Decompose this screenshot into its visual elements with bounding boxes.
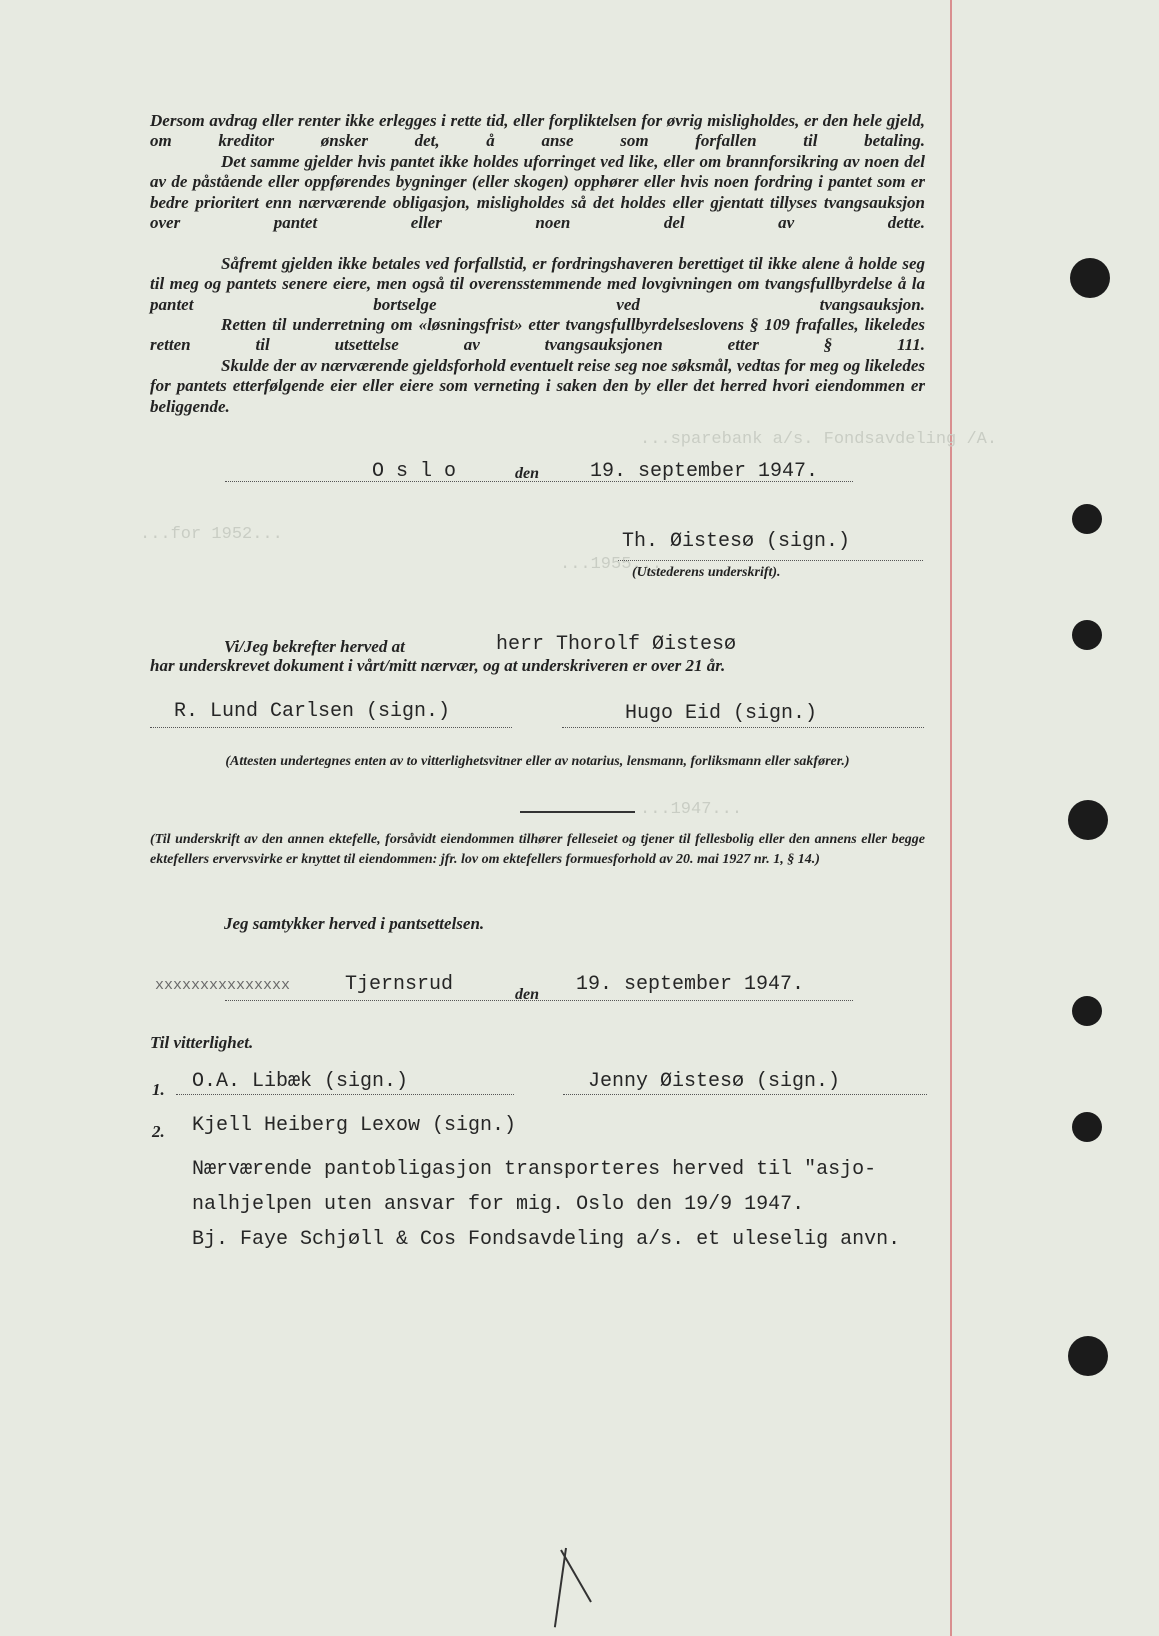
- issuer-signature: Th. Øistesø (sign.): [622, 530, 851, 553]
- dotted-line: [562, 727, 924, 728]
- attest-note: (Attesten undertegnes enten av to vitterlighetsvitner eller av notarius, lensmann, forliksmann eller sakfører.): [225, 754, 850, 769]
- spouse-witness-2: Kjell Heiberg Lexow (sign.): [192, 1114, 517, 1137]
- issue-date: 19. september 1947.: [590, 460, 819, 483]
- punch-hole: [1070, 258, 1110, 298]
- witness-prefix: Vi/Jeg bekrefter herved at: [224, 637, 405, 656]
- punch-hole: [1072, 1112, 1102, 1142]
- clause-maturity: Såfremt gjelden ikke betales ved forfallstid, er fordringshaveren berettiget til ikke alene å holde seg til meg og pantets senere eiere, men også til overensstemmende med lovgivningen om tvangsfullbyrdelse å la pantet bortselge ved tvangsauksjon.: [150, 254, 925, 314]
- issue-place: O s l o: [372, 460, 457, 483]
- pen-mark: [520, 811, 635, 813]
- witness-signature-1: R. Lund Carlsen (sign.): [174, 700, 451, 723]
- dotted-line: [225, 1000, 853, 1001]
- spouse-consent: Jeg samtykker herved i pantsettelsen.: [224, 914, 485, 933]
- spouse-place: Tjernsrud: [345, 973, 454, 996]
- clause-notice: Retten til underretning om «løsningsfrist» etter tvangsfullbyrdelseslovens § 109 frafalles, likeledes retten til utsettelse av tvangsauksjonen etter § 111.: [150, 315, 925, 355]
- clause-venue: Skulde der av nærværende gjeldsforhold eventuelt reise seg noe søksmål, vedtas for meg og likeledes for pantets etterfølgende eier eller eiere som verneting i saken den by eller det herred hvori eiendommen er beliggende.: [150, 356, 925, 416]
- transfer-line-3: Bj. Faye Schjøll & Cos Fondsavdeling a/s. et uleselig anvn.: [192, 1228, 901, 1251]
- witness-signature-2: Hugo Eid (sign.): [625, 702, 818, 725]
- bleed-through-line: ...sparebank a/s. Fondsavdeling /A.: [640, 430, 998, 449]
- bleed-through-line: ...1947...: [640, 800, 743, 819]
- witness-line2: har underskrevet dokument i vårt/mitt nærvær, og at underskriveren er over 21 år.: [150, 656, 726, 675]
- punch-hole: [1072, 620, 1102, 650]
- margin-line: [950, 0, 952, 1636]
- den-label: den: [515, 465, 539, 482]
- dotted-line: [618, 560, 923, 561]
- punch-hole: [1072, 504, 1102, 534]
- spouse-date: 19. september 1947.: [576, 973, 805, 996]
- dotted-line: [563, 1094, 927, 1095]
- bleed-through-line: ...for 1952...: [140, 525, 283, 544]
- punch-hole: [1068, 800, 1108, 840]
- spouse-note: (Til underskrift av den annen ektefelle, forsåvidt eiendommen tilhører felleseiet og tjener til fellesbolig eller den annens eller begge ektefellers ervervsvirke er knyttet til eiendommen: jfr. lov om ektefellers formuesforhold av 20. mai 1927 nr. 1, § 14.): [150, 832, 925, 867]
- punch-hole: [1068, 1336, 1108, 1376]
- spouse-signature: Jenny Øistesø (sign.): [588, 1070, 841, 1093]
- clause-insurance: Det samme gjelder hvis pantet ikke holdes uforringet ved like, eller om brannforsikring av noen del av de påstående eller oppførendes bygninger (eller skogen) opphører eller hvis noen fordring i pantet som er bedre prioritert enn nærværende obligasjon, misligholdes så det holdes eller gjentatt tillyses tvangsauksjon over pantet eller noen del av dette.: [150, 152, 925, 233]
- bleed-through-line: ...1955...: [560, 555, 663, 574]
- dotted-line: [150, 727, 512, 728]
- witness-number-2: 2.: [152, 1122, 165, 1141]
- witness-number-1: 1.: [152, 1080, 165, 1099]
- struck-out-text: xxxxxxxxxxxxxxx: [155, 977, 291, 994]
- pen-mark: [554, 1548, 567, 1627]
- transfer-line-1: Nærværende pantobligasjon transporteres herved til "asjo-: [192, 1158, 877, 1181]
- transfer-line-2: nalhjelpen uten ansvar for mig. Oslo den 19/9 1947.: [192, 1193, 805, 1216]
- den-label: den: [515, 986, 539, 1003]
- witness-heading: Til vitterlighet.: [150, 1033, 254, 1052]
- clause-default: Dersom avdrag eller renter ikke erlegges i rette tid, eller forpliktelsen for øvrig misligholdes, er den hele gjeld, om kreditor ønsker det, å anse som forfallen til betaling.: [150, 111, 925, 151]
- witness-subject-name: herr Thorolf Øistesø: [496, 633, 737, 656]
- dotted-line: [176, 1094, 514, 1095]
- issuer-caption: (Utstederens underskrift).: [632, 565, 781, 580]
- spouse-witness-1: O.A. Libæk (sign.): [192, 1070, 409, 1093]
- punch-hole: [1072, 996, 1102, 1026]
